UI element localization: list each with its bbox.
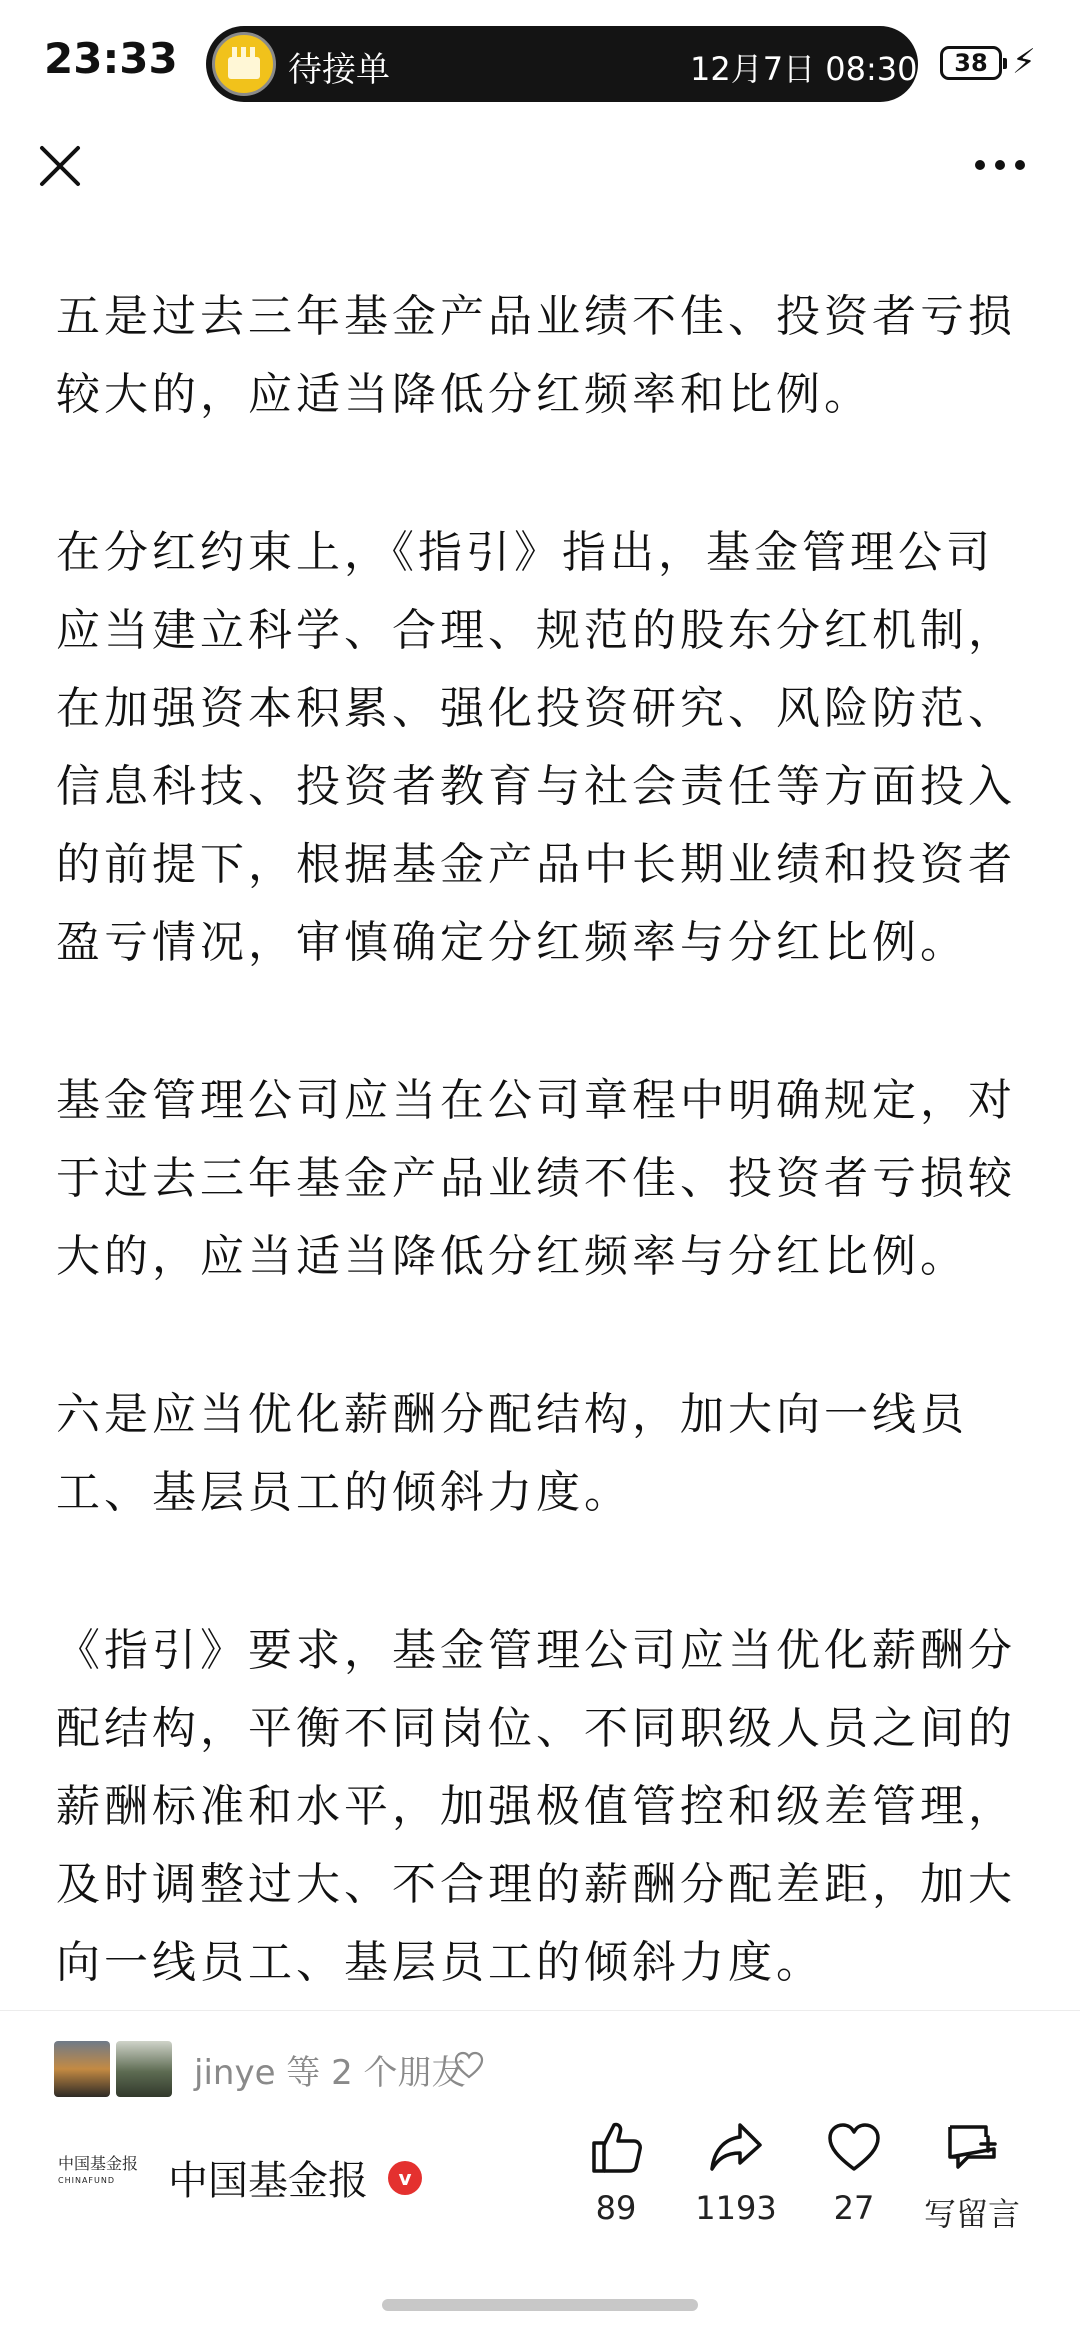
live-activity-title: 待接单 — [288, 50, 390, 90]
battery-level: 38 — [954, 49, 988, 77]
thumbs-up-icon — [586, 2117, 646, 2177]
status-time: 23:33 — [44, 34, 178, 83]
home-indicator[interactable] — [382, 2299, 698, 2311]
status-bar — [0, 0, 1080, 130]
bottom-action-bar — [0, 2010, 1080, 2331]
battery-icon — [940, 46, 1002, 80]
source-logo-subtext: CHINAFUND — [58, 2176, 116, 2185]
article-paragraph: 六是应当优化薪酬分配结构，加大向一线员工、基层员工的倾斜力度。 — [56, 1389, 968, 1518]
live-activity-time: 12月7日 08:30 — [690, 50, 918, 88]
verified-badge: v — [388, 2161, 422, 2195]
source-logo-text: 中国基金报 — [58, 2154, 139, 2173]
like-button[interactable] — [556, 2117, 676, 2227]
favorite-button[interactable] — [794, 2117, 914, 2227]
share-count: 1193 — [695, 2189, 777, 2227]
source-logo[interactable] — [58, 2151, 138, 2191]
article-paragraph: 五是过去三年基金产品业绩不佳、投资者亏损较大的，应适当降低分红频率和比例。 — [56, 291, 1016, 420]
avatar — [54, 2041, 110, 2097]
close-icon[interactable] — [30, 136, 90, 196]
friends-liked-text[interactable]: jinye 等 2 个朋友 — [194, 2053, 466, 2093]
live-activity-pill[interactable] — [206, 26, 918, 102]
more-options-icon[interactable] — [970, 150, 1030, 180]
share-button[interactable] — [676, 2117, 796, 2227]
article-paragraph: 在分红约束上，《指引》指出，基金管理公司应当建立科学、合理、规范的股东分红机制，在加强资本积累、强化投资研究、风险防范、信息科技、投资者教育与社会责任等方面投入的前提下，根据基金产品中长期业绩和投资者盈亏情况，审慎确定分红频率与分红比例。 — [56, 527, 1016, 968]
like-count: 89 — [595, 2189, 637, 2227]
article-paragraph: 基金管理公司应当在公司章程中明确规定，对于过去三年基金产品业绩不佳、投资者亏损较大的，应当适当降低分红频率与分红比例。 — [56, 1075, 1016, 1282]
small-heart-icon — [454, 2051, 484, 2079]
share-arrow-icon — [706, 2117, 766, 2177]
comment-icon — [942, 2117, 1002, 2177]
delivery-app-icon — [212, 32, 276, 96]
favorite-count: 27 — [833, 2189, 875, 2227]
heart-icon — [824, 2117, 884, 2177]
avatar — [116, 2041, 172, 2097]
write-comment-label: 写留言 — [923, 2195, 1020, 2233]
charging-icon: ⚡ — [1012, 42, 1036, 82]
article-paragraph: 《指引》要求，基金管理公司应当优化薪酬分配结构，平衡不同岗位、不同职级人员之间的薪酬标准和水平，加强极值管控和级差管理，及时调整过大、不合理的薪酬分配差距，加大向一线员工、基层员工的倾斜力度。 — [56, 1625, 1016, 1988]
article-body — [56, 278, 1032, 2004]
source-account-name[interactable]: 中国基金报 — [168, 2158, 368, 2204]
write-comment-button[interactable] — [912, 2117, 1032, 2235]
